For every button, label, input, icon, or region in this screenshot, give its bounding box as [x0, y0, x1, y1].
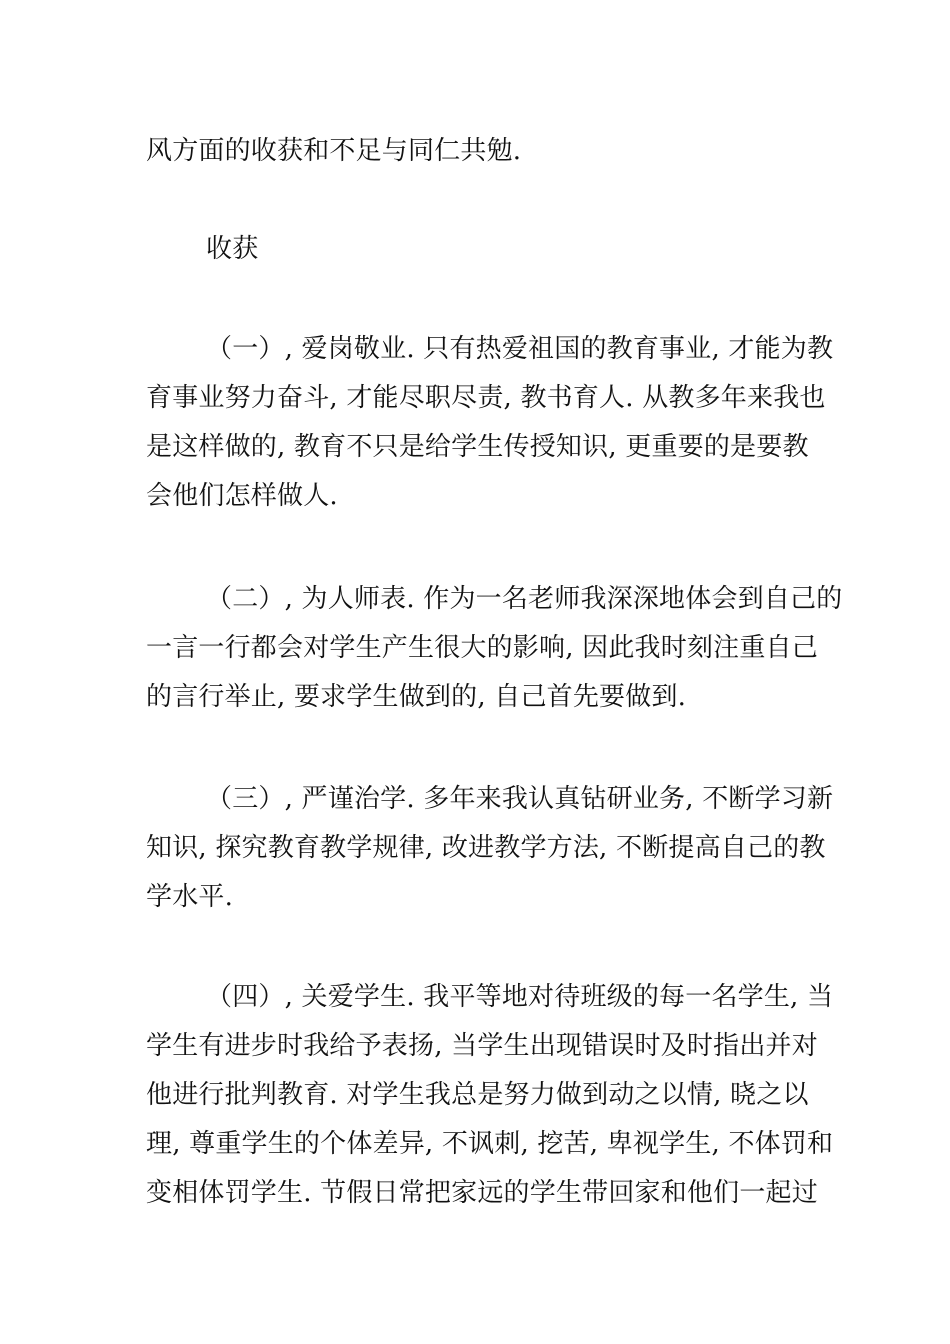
paragraph-intro-tail	[146, 127, 810, 176]
text-line: 收获	[206, 234, 259, 264]
text-line: 一言一行都会对学生产生很大的影响, 因此我时刻注重自己	[146, 633, 818, 663]
paragraph-four	[146, 973, 834, 1218]
text-line: 会他们怎样做人.	[146, 481, 338, 511]
text-line: （一）, 爱岗敬业. 只有热爱祖国的教育事业, 才能为教	[206, 334, 834, 364]
text-line: （三）, 严谨治学. 多年来我认真钻研业务, 不断学习新	[206, 784, 834, 814]
text-line: 风方面的收获和不足与同仁共勉.	[146, 136, 522, 166]
text-line: 知识, 探究教育教学规律, 改进教学方法, 不断提高自己的教	[146, 833, 826, 863]
section-heading-gains	[146, 225, 810, 274]
text-line: 的言行举止, 要求学生做到的, 自己首先要做到.	[146, 682, 687, 712]
text-line: 他进行批判教育. 对学生我总是努力做到动之以情, 晓之以	[146, 1080, 809, 1110]
text-line: 是这样做的, 教育不只是给学生传授知识, 更重要的是要教	[146, 432, 809, 462]
paragraph-three	[146, 775, 834, 922]
text-line: 变相体罚学生. 节假日常把家远的学生带回家和他们一起过	[146, 1178, 818, 1208]
text-line: 育事业努力奋斗, 才能尽职尽责, 教书育人. 从教多年来我也	[146, 383, 826, 413]
paragraph-two	[146, 575, 843, 722]
text-line: （四）, 关爱学生. 我平等地对待班级的每一名学生, 当	[206, 982, 834, 1012]
text-line: 学水平.	[146, 882, 234, 912]
text-line: （二）, 为人师表. 作为一名老师我深深地体会到自己的	[206, 584, 843, 614]
text-line: 学生有进步时我给予表扬, 当学生出现错误时及时指出并对	[146, 1031, 818, 1061]
text-line: 理, 尊重学生的个体差异, 不讽刺, 挖苦, 卑视学生, 不体罚和	[146, 1129, 834, 1159]
paragraph-one	[146, 325, 834, 521]
